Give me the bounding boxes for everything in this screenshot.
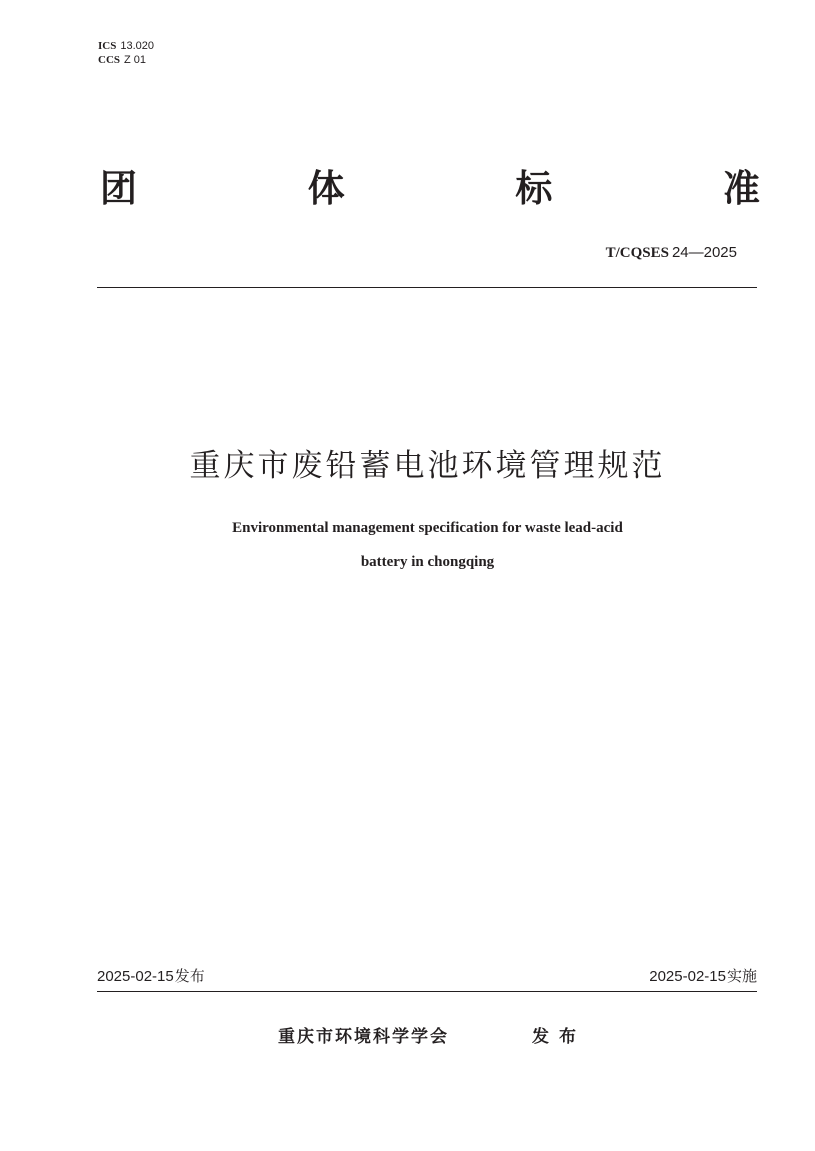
ics-label: ICS — [98, 40, 117, 52]
implementation-date-suffix: 实施 — [726, 967, 757, 985]
standard-type-char-4: 准 — [722, 167, 760, 210]
implementation-date-block — [649, 966, 757, 987]
ics-value: 13.020 — [120, 40, 154, 52]
publisher-name: 重庆市环境科学学会 — [278, 1027, 449, 1047]
standard-code-prefix: T/CQSES — [605, 245, 669, 261]
standard-code — [606, 242, 737, 263]
standard-type-heading — [100, 166, 760, 212]
standard-code-number: 24—2025 — [671, 244, 737, 261]
standard-type-char-1: 团 — [100, 167, 137, 210]
ics-code-row — [98, 39, 154, 53]
standard-type-char-2: 体 — [307, 167, 345, 210]
implementation-date: 2025-02-15 — [649, 968, 726, 985]
title-english-line-1: Environmental management specification for waste lead-acid — [232, 520, 623, 536]
title-chinese: 重庆市废铅蓄电池环境管理规范 — [189, 448, 666, 484]
standard-type-char-3: 标 — [515, 167, 553, 210]
ccs-label: CCS — [98, 54, 121, 66]
classification-codes — [98, 39, 154, 67]
top-divider — [97, 287, 757, 288]
issue-date: 2025-02-15 — [97, 968, 174, 985]
publisher-action: 发布 — [532, 1027, 586, 1047]
issue-date-suffix: 发布 — [174, 967, 205, 985]
ccs-value: Z 01 — [124, 54, 147, 66]
issue-date-block — [97, 966, 205, 987]
title-english-line-2: battery in chongqing — [360, 554, 495, 570]
ccs-code-row — [98, 53, 154, 67]
bottom-divider — [97, 991, 757, 992]
